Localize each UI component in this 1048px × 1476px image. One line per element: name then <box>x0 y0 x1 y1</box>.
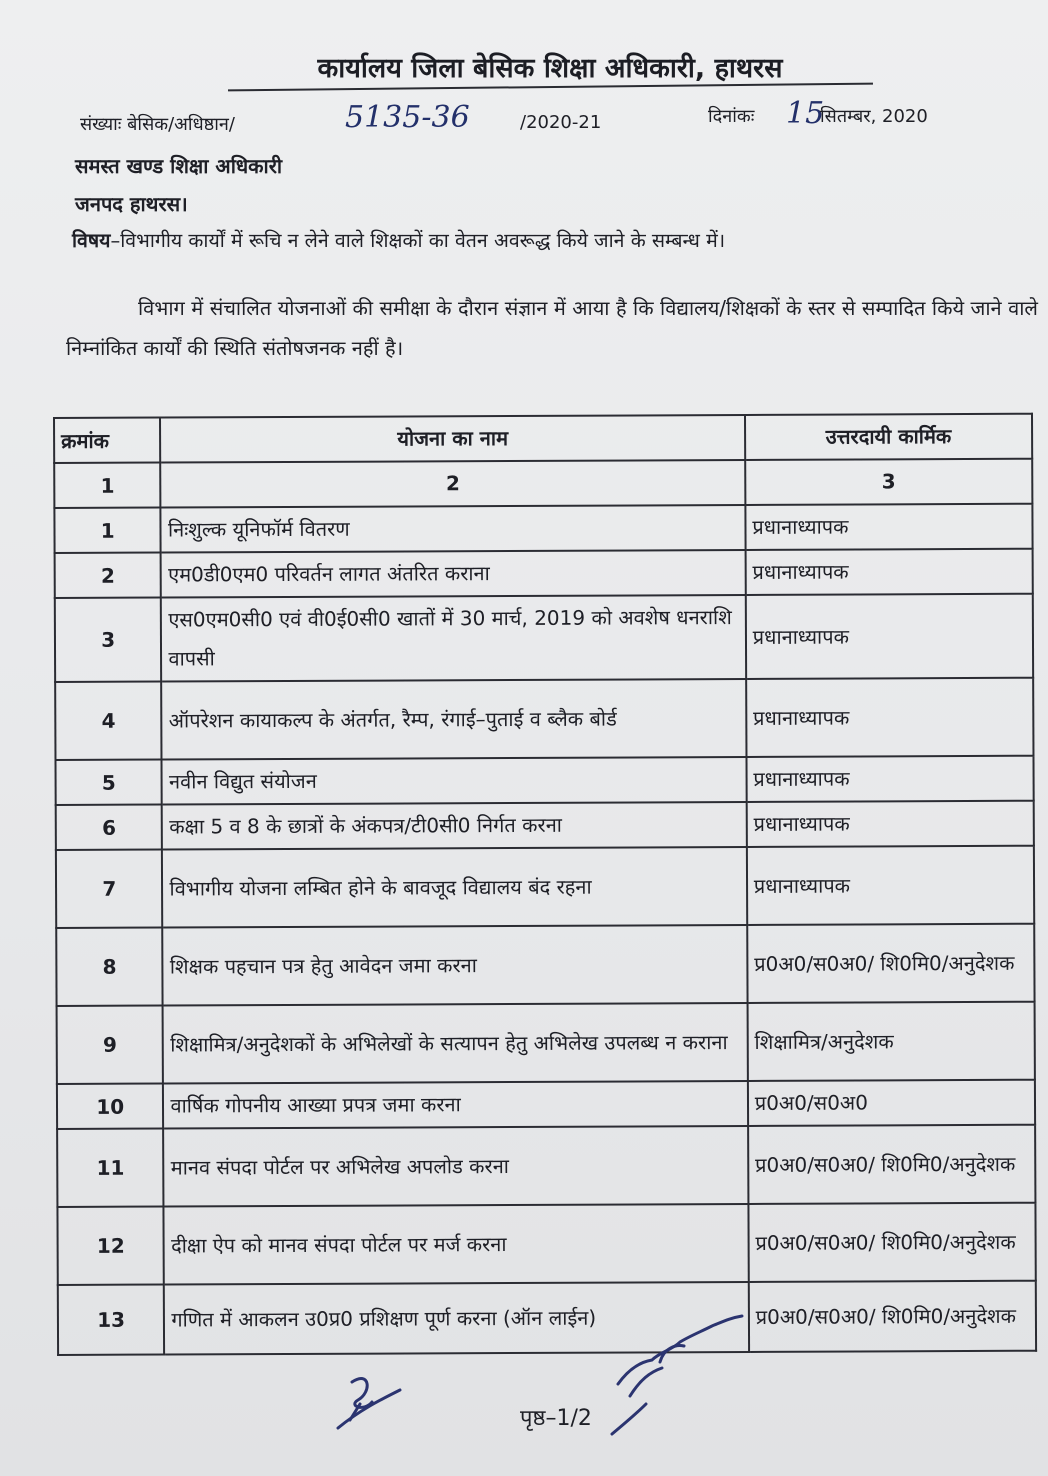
row-task: गणित में आकलन उ0प्र0 प्रशिक्षण पूर्ण करना (ऑन लाईन) <box>164 1282 749 1355</box>
row-serial: 1 <box>54 508 161 553</box>
row-task: शिक्षामित्र/अनुदेशकों के अभिलेखों के सत्यापन हेतु अभिलेख उपलब्ध न कराना <box>163 1003 748 1084</box>
row-task: दीक्षा ऐप को मानव संपदा पोर्टल पर मर्ज करना <box>164 1204 749 1285</box>
row-responsible: प्रधानाध्यापक <box>746 678 1034 757</box>
page-number: पृष्ठ–1/2 <box>520 1406 592 1431</box>
row-responsible: प्रधानाध्यापक <box>746 756 1033 802</box>
date-month-year: सितम्बर, 2020 <box>820 106 928 127</box>
addressee-line-1: समस्त खण्ड शिक्षा अधिकारी <box>75 154 283 178</box>
row-task: वार्षिक गोपनीय आख्या प्रपत्र जमा करना <box>163 1081 748 1129</box>
reference-prefix: संख्याः बेसिक/अधिष्ठान/ <box>80 114 235 135</box>
row-task: एम0डी0एम0 परिवर्तन लागत अंतरित कराना <box>161 550 746 598</box>
row-serial: 12 <box>57 1207 164 1285</box>
row-task: कक्षा 5 व 8 के छात्रों के अंकपत्र/टी0सी0 निर्गत करना <box>162 802 747 850</box>
row-task: शिक्षक पहचान पत्र हेतु आवेदन जमा करना <box>163 925 748 1006</box>
row-responsible: प्र0अ0/स0अ0/ शि0मि0/अनुदेशक <box>747 924 1035 1003</box>
row-serial: 10 <box>57 1084 164 1129</box>
row-responsible: प्रधानाध्यापक <box>747 846 1035 925</box>
row-responsible: प्र0अ0/स0अ0 <box>748 1080 1035 1126</box>
row-responsible: शिक्षामित्र/अनुदेशक <box>747 1002 1035 1081</box>
header-responsible: उत्तरदायी कार्मिक <box>745 414 1032 460</box>
row-task: विभागीय योजना लम्बित होने के बावजूद विद्यालय बंद रहना <box>162 847 747 928</box>
date-day-handwritten: 15 <box>786 96 825 131</box>
numbering-1: 1 <box>54 463 161 508</box>
signature-mark <box>612 1316 742 1434</box>
row-serial: 2 <box>55 553 162 598</box>
row-task: ऑपरेशन कायाकल्प के अंतर्गत, रैम्प, रंगाई–पुताई व ब्लैक बोर्ड <box>162 679 747 760</box>
row-serial: 4 <box>55 682 162 760</box>
row-serial: 7 <box>56 850 163 928</box>
row-responsible: प्रधानाध्यापक <box>745 549 1032 595</box>
row-serial: 6 <box>56 805 163 850</box>
office-header: कार्यालय जिला बेसिक शिक्षा अधिकारी, हाथरस <box>317 53 783 84</box>
header-scheme-name: योजना का नाम <box>160 415 745 463</box>
row-responsible: प्रधानाध्यापक <box>745 504 1032 550</box>
row-responsible: प्र0अ0/स0अ0/ शि0मि0/अनुदेशक <box>748 1203 1036 1282</box>
row-serial: 11 <box>57 1129 164 1207</box>
body-paragraph: विभाग में संचालित योजनाओं की समीक्षा के दौरान संज्ञान में आया है कि विद्यालय/शिक्षकों के स्तर से सम्पादित किये जाने वाले निम्नांकित कार्यों की स्थिति संतोषजनक नहीं है। <box>66 296 1038 360</box>
row-task: निःशुल्क यूनिफॉर्म वितरण <box>161 505 746 553</box>
row-serial: 9 <box>57 1006 164 1084</box>
header-serial: क्रमांक <box>54 418 161 463</box>
numbering-3: 3 <box>745 459 1032 505</box>
row-serial: 8 <box>56 928 163 1006</box>
numbering-2: 2 <box>161 460 746 508</box>
row-responsible: प्रधानाध्यापक <box>746 801 1033 847</box>
row-responsible: प्रधानाध्यापक <box>746 594 1034 679</box>
row-responsible: प्र0अ0/स0अ0/ शि0मि0/अनुदेशक <box>749 1281 1037 1352</box>
row-serial: 5 <box>55 760 162 805</box>
date-label: दिनांकः <box>708 106 755 127</box>
subject-text: –विभागीय कार्यों में रूचि न लेने वाले शिक्षकों का वेतन अवरूद्ध किये जाने के सम्बन्ध में। <box>110 229 726 252</box>
reference-number-handwritten: 5135-36 <box>345 100 470 135</box>
row-task: नवीन विद्युत संयोजन <box>162 757 747 805</box>
row-responsible: प्र0अ0/स0अ0/ शि0मि0/अनुदेशक <box>748 1125 1036 1204</box>
addressee-line-2: जनपद हाथरस। <box>75 192 188 216</box>
subject-label: विषय <box>72 229 111 252</box>
row-serial: 3 <box>55 598 162 682</box>
signature-initials <box>338 1378 400 1428</box>
row-task: मानव संपदा पोर्टल पर अभिलेख अपलोड करना <box>164 1126 749 1207</box>
row-task: एस0एम0सी0 एवं वी0ई0सी0 खातों में 30 मार्च, 2019 को अवशेष धनराशि वापसी <box>161 595 746 682</box>
reference-year: /2020-21 <box>520 112 602 133</box>
row-serial: 13 <box>58 1285 165 1355</box>
